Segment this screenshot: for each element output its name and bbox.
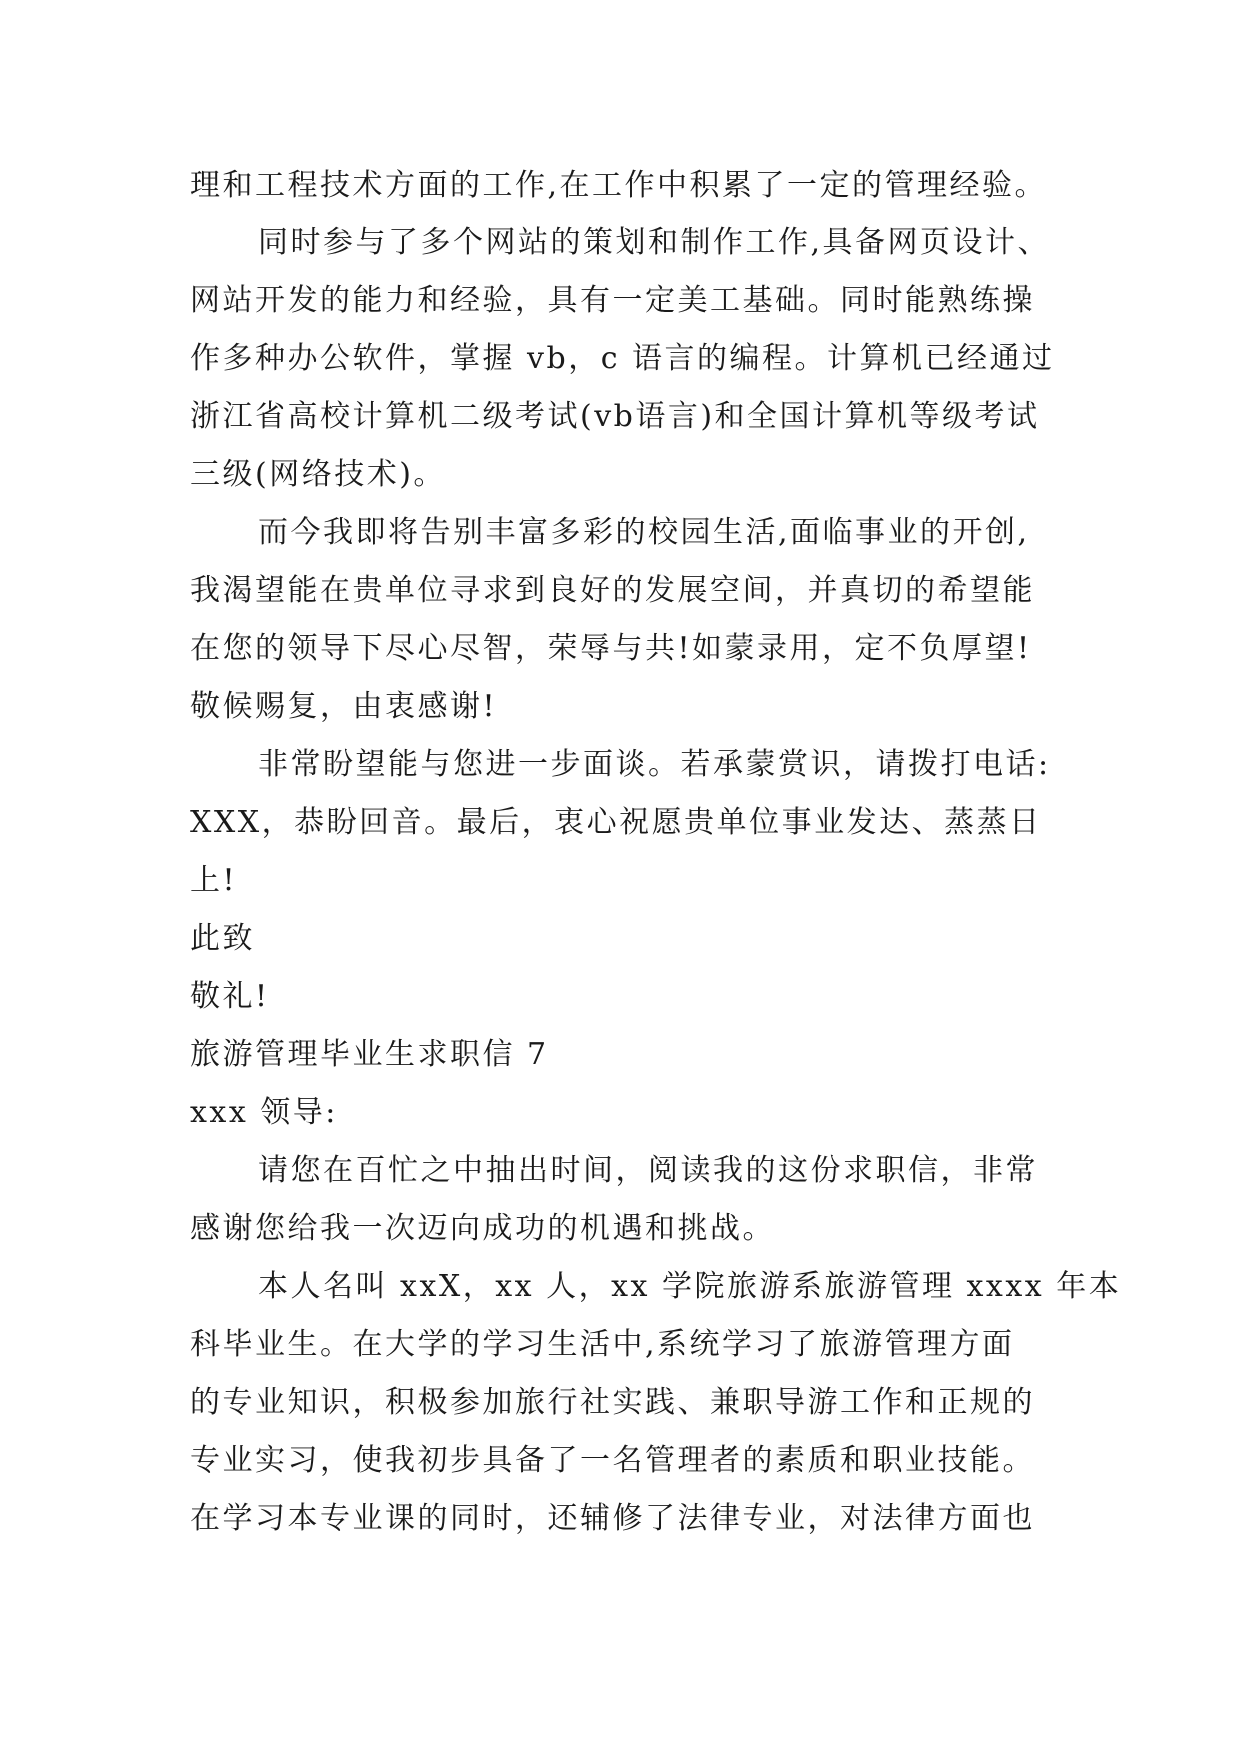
closing-salutation: 此致	[190, 921, 255, 956]
text-line: 作多种办公软件，掌握 vb，c 语言的编程。计算机已经通过	[190, 341, 1055, 376]
paragraph-start: 非常盼望能与您进一步面谈。若承蒙赏识，请拨打电话:	[258, 747, 1051, 782]
text-line: 科毕业生。在大学的学习生活中,系统学习了旅游管理方面	[190, 1327, 1015, 1362]
closing-respect: 敬礼!	[190, 979, 270, 1014]
letter-greeting: xxx 领导:	[190, 1095, 338, 1130]
paragraph-start: 请您在百忙之中抽出时间，阅读我的这份求职信，非常	[258, 1153, 1038, 1188]
paragraph-start: 同时参与了多个网站的策划和制作工作,具备网页设计、	[258, 225, 1051, 260]
text-line: 敬候赐复，由衷感谢!	[190, 689, 498, 724]
paragraph-start: 本人名叫 xxX，xx 人，xx 学院旅游系旅游管理 xxxx 年本	[258, 1269, 1122, 1304]
text-line: 的专业知识，积极参加旅行社实践、兼职导游工作和正规的	[190, 1385, 1035, 1420]
paragraph-start: 而今我即将告别丰富多彩的校园生活,面临事业的开创,	[258, 515, 1030, 550]
text-line: 感谢您给我一次迈向成功的机遇和挑战。	[190, 1211, 775, 1246]
text-line: 理和工程技术方面的工作,在工作中积累了一定的管理经验。	[190, 168, 1048, 203]
text-line: 三级(网络技术)。	[190, 457, 446, 492]
text-line: 在学习本专业课的同时，还辅修了法律专业，对法律方面也	[190, 1501, 1035, 1536]
section-title: 旅游管理毕业生求职信 7	[190, 1037, 549, 1072]
text-line: 在您的领导下尽心尽智，荣辱与共!如蒙录用，定不负厚望!	[190, 631, 1032, 666]
text-line: 专业实习，使我初步具备了一名管理者的素质和职业技能。	[190, 1443, 1035, 1478]
text-line: XXX，恭盼回音。最后，衷心祝愿贵单位事业发达、蒸蒸日	[190, 805, 1042, 840]
text-line: 上!	[190, 863, 238, 898]
text-line: 网站开发的能力和经验，具有一定美工基础。同时能熟练操	[190, 283, 1035, 318]
text-line: 我渴望能在贵单位寻求到良好的发展空间，并真切的希望能	[190, 573, 1035, 608]
text-line: 浙江省高校计算机二级考试(vb语言)和全国计算机等级考试	[190, 399, 1040, 434]
